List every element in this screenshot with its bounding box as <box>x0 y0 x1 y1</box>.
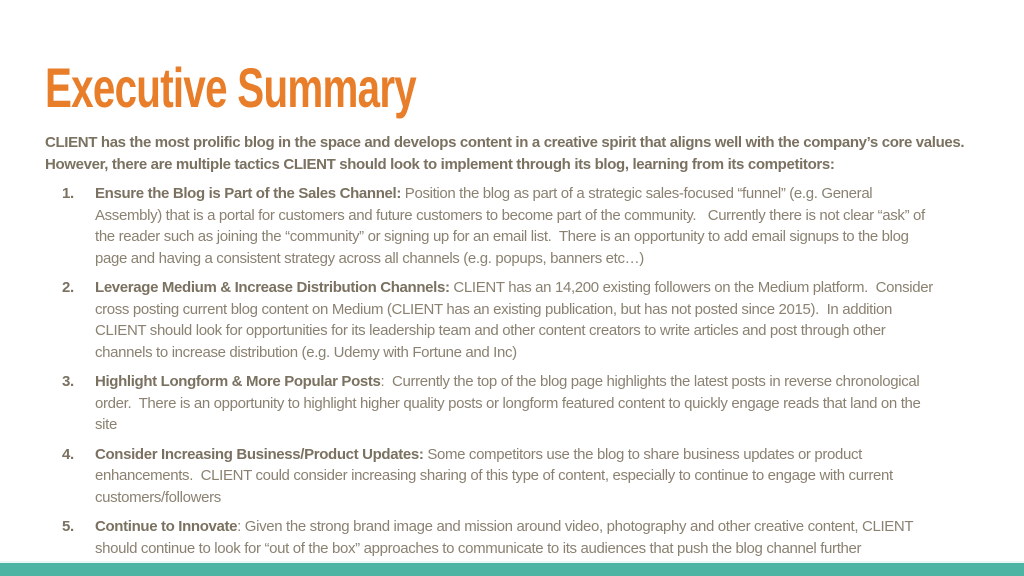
list-item-2 <box>45 277 982 363</box>
item-text: : Currently the top of the blog page highlights the latest posts in reverse chronological order. There is an opportunity to highlight higher quality posts or longform featured content to quickly engage reads that land on the site <box>95 373 925 433</box>
item-number: 5. <box>62 518 74 535</box>
item-number: 1. <box>62 185 74 202</box>
list-item-1 <box>45 183 982 269</box>
item-text: Some competitors use the blog to share business updates or product enhancements. CLIENT could consider increasing sharing of this type of content, especially to continue to engage with current customers/followers <box>95 445 897 506</box>
item-text: Position the blog as part of a strategic sales-focused “funnel” (e.g. General Assembly) that is a portal for customers and future customers to become part of the community. Currently there is not clear “ask” of the reader such as joining the “community” or signing up for an email list. There is an opportunity to add email signups to the blog page and having a consistent strategy across all channels (e.g. popups, banners etc…) <box>95 185 929 267</box>
item-number: 3. <box>62 373 74 390</box>
item-text: : Given the strong brand image and mission around video, photography and other creative content, CLIENT should continue to look for “out of the box” approaches to communicate to its audiences that push the blog channel further <box>95 518 917 557</box>
item-body <box>95 516 982 559</box>
item-body <box>95 444 982 509</box>
item-heading: Continue to Innovate <box>95 518 238 535</box>
item-heading: Ensure the Blog is Part of the Sales Channel: <box>95 185 401 202</box>
item-body <box>95 183 982 269</box>
intro-paragraph: CLIENT has the most prolific blog in the space and develops content in a creative spirit that aligns well with the company’s core values. However, there are multiple tactics CLIENT should look to implement through its blog, learning from its competitors: <box>45 134 972 173</box>
item-body <box>95 371 982 436</box>
slide-body <box>45 132 982 559</box>
item-heading: Consider Increasing Business/Product Updates: <box>95 445 424 463</box>
item-text: CLIENT has an 14,200 existing followers on the Medium platform. Consider cross posting current blog content on Medium (CLIENT has an existing publication, but has not posted since 2015). In addition CLIENT should look for opportunities for its leadership team and other content creators to write articles and post through other channels to increase distribution (e.g. Udemy with Fortune and Inc) <box>95 279 937 361</box>
item-number: 4. <box>62 445 74 463</box>
footer-accent-bar <box>0 563 1024 576</box>
item-heading: Highlight Longform & More Popular Posts <box>95 373 381 390</box>
list-item-3 <box>45 371 982 436</box>
item-number: 2. <box>62 279 74 296</box>
recommendations-list <box>45 183 982 559</box>
slide-title: Executive Summary <box>45 56 417 119</box>
list-item-5 <box>45 516 982 559</box>
list-item-4 <box>45 444 982 509</box>
item-heading: Leverage Medium & Increase Distribution Channels: <box>95 279 450 296</box>
item-body <box>95 277 982 363</box>
